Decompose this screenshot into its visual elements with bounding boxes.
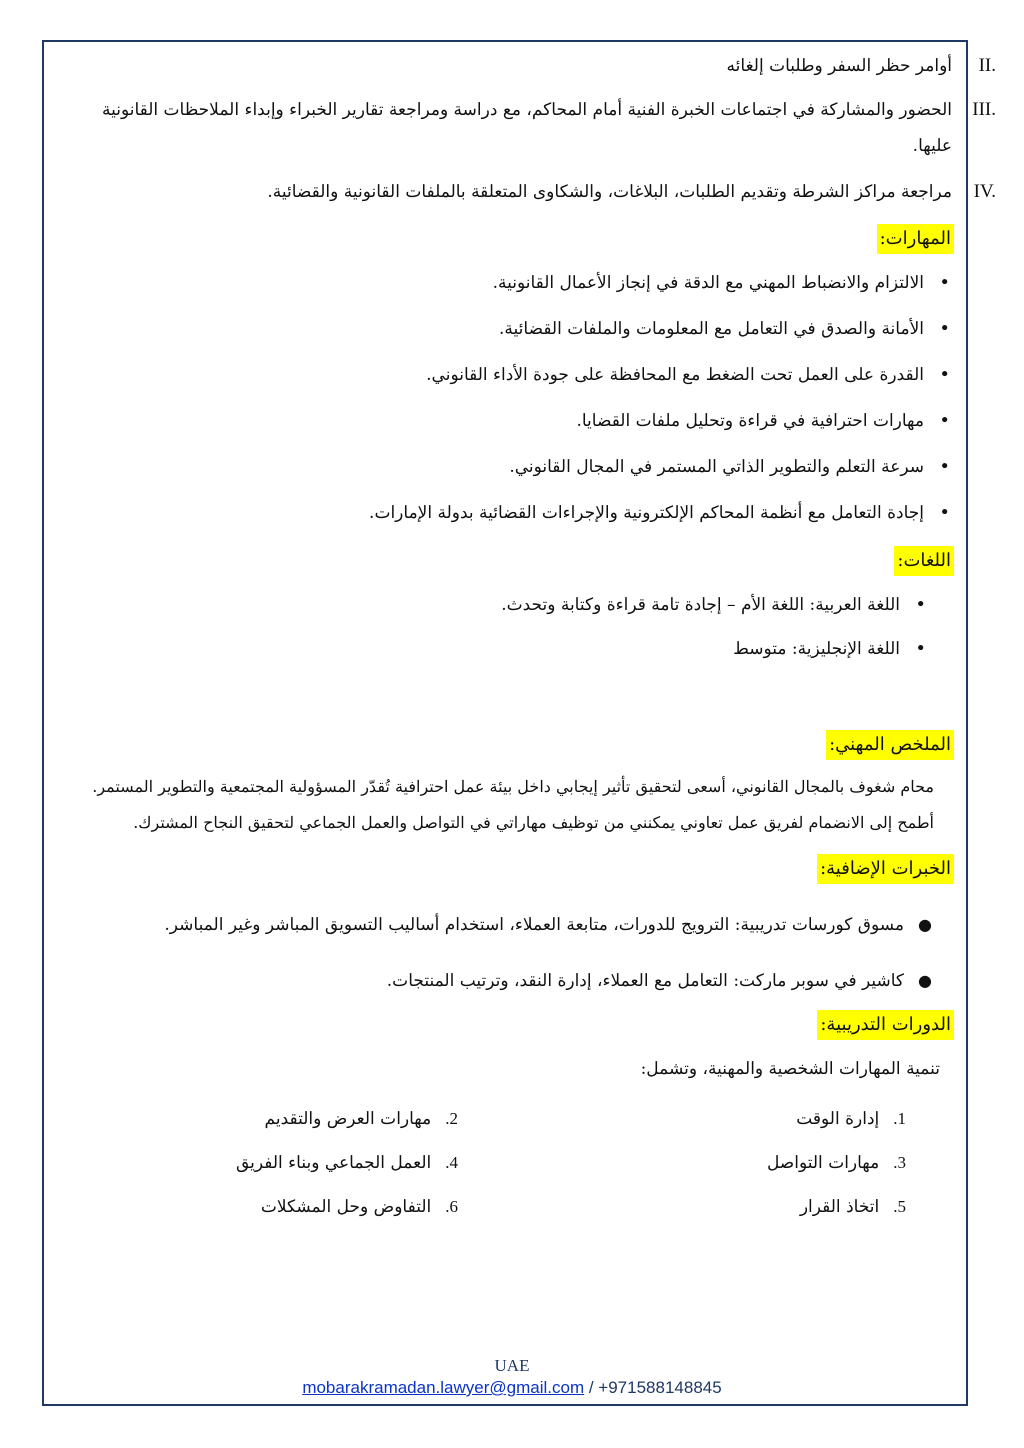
course-text: إدارة الوقت xyxy=(796,1109,880,1129)
language-item: • اللغة العربية: اللغة الأم – إجادة تامة قراءة وكتابة وتحدث. xyxy=(60,590,900,620)
course-text: التفاوض وحل المشكلات xyxy=(260,1197,432,1217)
footer-country: UAE xyxy=(494,1356,530,1375)
extra-experience-heading: الخبرات الإضافية: xyxy=(817,854,954,884)
course-text: العمل الجماعي وبناء الفريق xyxy=(235,1153,432,1173)
skill-item: • مهارات احترافية في قراءة وتحليل ملفات القضايا. xyxy=(60,406,924,436)
roman-item-text: مراجعة مراكز الشرطة وتقديم الطلبات، البلاغات، والشكاوى المتعلقة بالملفات القانونية والقضائية. xyxy=(267,182,952,202)
course-number: 2. xyxy=(445,1109,458,1128)
roman-number: IV. xyxy=(973,181,996,202)
roman-number: III. xyxy=(972,99,996,120)
course-item xyxy=(261,1192,458,1222)
course-text: مهارات التواصل xyxy=(766,1153,880,1173)
roman-item-2 xyxy=(90,48,996,84)
course-item xyxy=(800,1192,906,1222)
footer-separator: / xyxy=(584,1378,599,1397)
course-item xyxy=(767,1148,906,1178)
summary-line-1: محام شغوف بالمجال القانوني، أسعى لتحقيق تأثير إيجابي داخل بيئة عمل احترافية تُقدّر المسؤولية المجتمعية والتطوير المستمر. xyxy=(92,777,934,796)
skill-item: • إجادة التعامل مع أنظمة المحاكم الإلكترونية والإجراءات القضائية بدولة الإمارات. xyxy=(60,498,924,528)
skills-heading: المهارات: xyxy=(877,224,954,254)
summary-line-2: أطمح إلى الانضمام لفريق عمل تعاوني يمكنني من توظيف مهاراتي في التواصل والعمل الجماعي لتحقيق النجاح المشترك. xyxy=(133,813,934,832)
courses-intro: تنمية المهارات الشخصية والمهنية، وتشمل: xyxy=(640,1059,940,1079)
skill-item: • القدرة على العمل تحت الضغط مع المحافظة على جودة الأداء القانوني. xyxy=(60,360,924,390)
roman-item-text: الحضور والمشاركة في اجتماعات الخبرة الفنية أمام المحاكم، مع دراسة ومراجعة تقارير الخبراء وإبداء الملاحظات القانونية عليها. xyxy=(101,100,952,156)
course-number: 3. xyxy=(893,1153,906,1172)
summary-heading: الملخص المهني: xyxy=(826,730,954,760)
course-text: اتخاذ القرار xyxy=(799,1197,880,1217)
course-number: 6. xyxy=(445,1197,458,1216)
extra-experience-item: ● مسوق كورسات تدريبية: الترويج للدورات، متابعة العملاء، استخدام أساليب التسويق المباشر وغير المباشر. xyxy=(60,910,904,940)
skill-item: • الأمانة والصدق في التعامل مع المعلومات والملفات القضائية. xyxy=(60,314,924,344)
extra-experience-item: ● كاشير في سوبر ماركت: التعامل مع العملاء، إدارة النقد، وترتيب المنتجات. xyxy=(60,966,904,996)
course-item xyxy=(796,1104,906,1134)
course-text: مهارات العرض والتقديم xyxy=(264,1109,432,1129)
skill-item: • سرعة التعلم والتطوير الذاتي المستمر في المجال القانوني. xyxy=(60,452,924,482)
roman-number: II. xyxy=(978,55,996,76)
email-link[interactable]: mobarakramadan.lawyer@gmail.com xyxy=(302,1378,585,1397)
course-number: 1. xyxy=(893,1109,906,1128)
course-number: 4. xyxy=(445,1153,458,1172)
course-item xyxy=(236,1148,458,1178)
roman-item-4 xyxy=(90,174,996,210)
courses-heading: الدورات التدريبية: xyxy=(817,1010,954,1040)
skill-item: • الالتزام والانضباط المهني مع الدقة في إنجاز الأعمال القانونية. xyxy=(60,268,924,298)
roman-item-text: أوامر حظر السفر وطلبات إلغائه xyxy=(726,56,952,76)
languages-heading: اللغات: xyxy=(894,546,954,576)
roman-item-3 xyxy=(90,92,996,164)
phone-number: +971588148845 xyxy=(598,1378,722,1397)
course-item xyxy=(265,1104,458,1134)
course-number: 5. xyxy=(893,1197,906,1216)
language-item: • اللغة الإنجليزية: متوسط xyxy=(60,634,900,664)
footer-contact xyxy=(0,1378,1024,1398)
